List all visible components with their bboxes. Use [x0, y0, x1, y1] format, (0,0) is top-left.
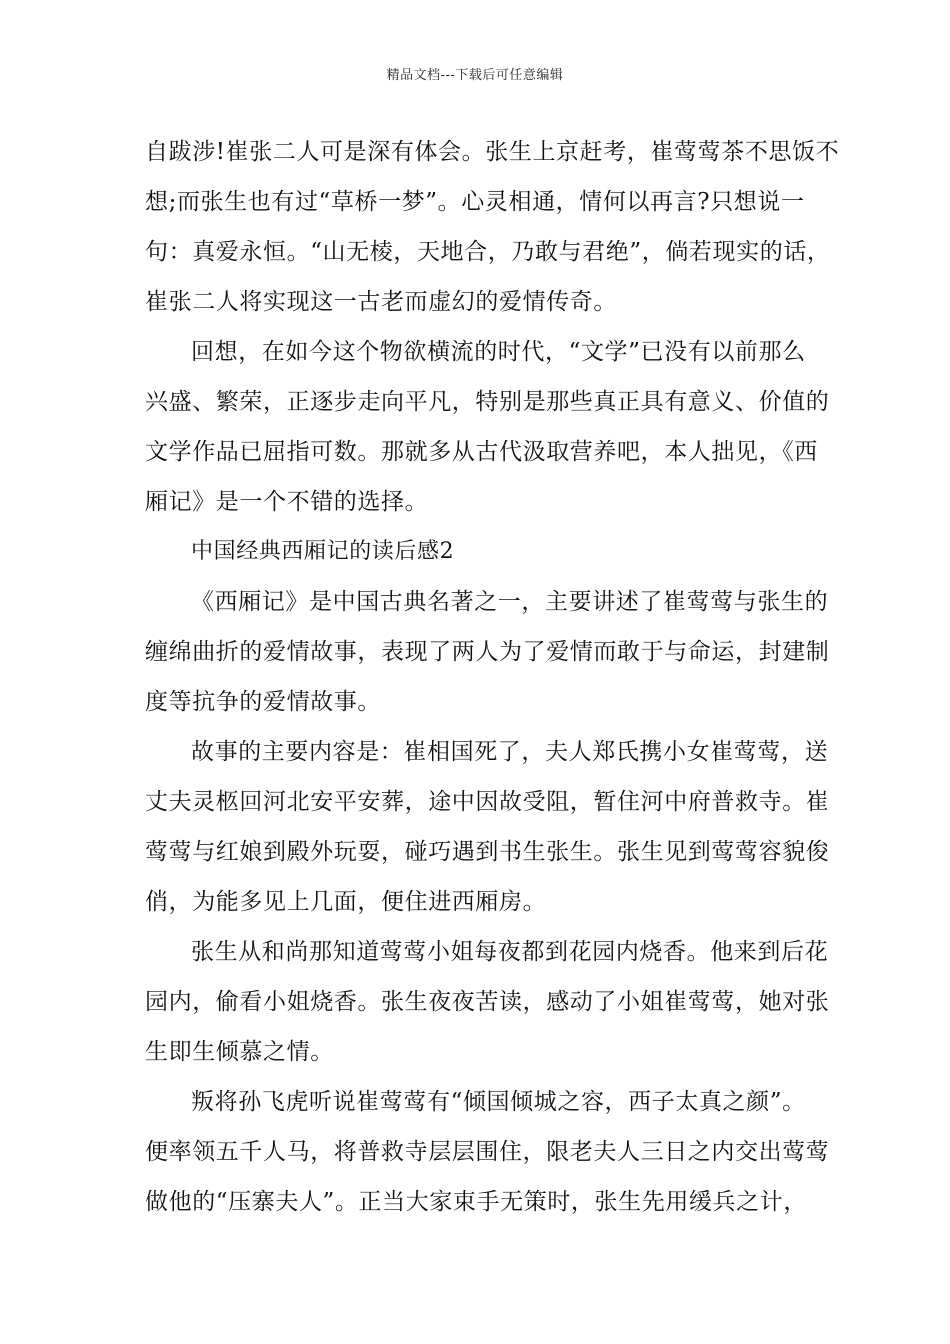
paragraph [145, 577, 830, 727]
text-line: 厢记》是一个不错的选择。 [145, 489, 429, 515]
text-line: 句：真爱永恒。“山无棱，天地合，乃敢与君绝”，倘若现实的话， [145, 239, 831, 265]
text-line: 园内，偷看小姐烧香。张生夜夜苦读，感动了小姐崔莺莺，她对张 [145, 989, 830, 1015]
text-line: 缠绵曲折的爱情故事，表现了两人为了爱情而敢于与命运，封建制 [145, 639, 830, 665]
text-line: 生即生倾慕之情。 [145, 1039, 334, 1065]
heading-text: 中国经典西厢记的读后感2 [191, 539, 455, 564]
text-line: 故事的主要内容是：崔相国死了，夫人郑氏携小女崔莺莺，送 [191, 739, 829, 765]
paragraph [145, 727, 830, 927]
text-line: 崔张二人将实现这一古老而虚幻的爱情传奇。 [145, 289, 617, 315]
paragraph [145, 127, 840, 327]
paragraph [145, 327, 830, 527]
text-line: 兴盛、繁荣，正逐步走向平凡，特别是那些真正具有意义、价值的 [145, 389, 830, 415]
text-line: 想;而张生也有过“草桥一梦”。心灵相通，情何以再言?只想说一 [145, 189, 805, 215]
text-line: 《西厢记》是中国古典名著之一，主要讲述了崔莺莺与张生的 [191, 589, 829, 615]
paragraph [145, 927, 830, 1077]
text-line: 回想，在如今这个物欲横流的时代，“文学”已没有以前那么 [191, 339, 806, 365]
text-line: 丈夫灵柩回河北安平安葬，途中因故受阻，暂住河中府普救寺。崔 [145, 789, 830, 815]
text-line: 自跋涉!崔张二人可是深有体会。张生上京赶考，崔莺莺茶不思饭不 [145, 139, 840, 165]
text-line: 文学作品已屈指可数。那就多从古代汲取营养吧，本人拙见，《西 [145, 439, 818, 465]
document-body [145, 127, 840, 1227]
text-line: 叛将孙飞虎听说崔莺莺有“倾国倾城之容，西子太真之颜”。 [191, 1089, 806, 1115]
text-line: 做他的“压寨夫人”。正当大家束手无策时，张生先用缓兵之计， [145, 1189, 807, 1215]
text-line: 便率领五千人马，将普救寺层层围住，限老夫人三日之内交出莺莺 [145, 1139, 830, 1165]
section-heading [145, 527, 825, 577]
page-header: 精品文档---下载后可任意编辑 [386, 68, 564, 83]
paragraph [145, 1077, 830, 1227]
text-line: 俏，为能多见上几面，便住进西厢房。 [145, 889, 547, 915]
text-line: 莺莺与红娘到殿外玩耍，碰巧遇到书生张生。张生见到莺莺容貌俊 [145, 839, 830, 865]
text-line: 度等抗争的爱情故事。 [145, 689, 381, 715]
text-line: 张生从和尚那知道莺莺小姐每夜都到花园内烧香。他来到后花 [191, 939, 829, 965]
